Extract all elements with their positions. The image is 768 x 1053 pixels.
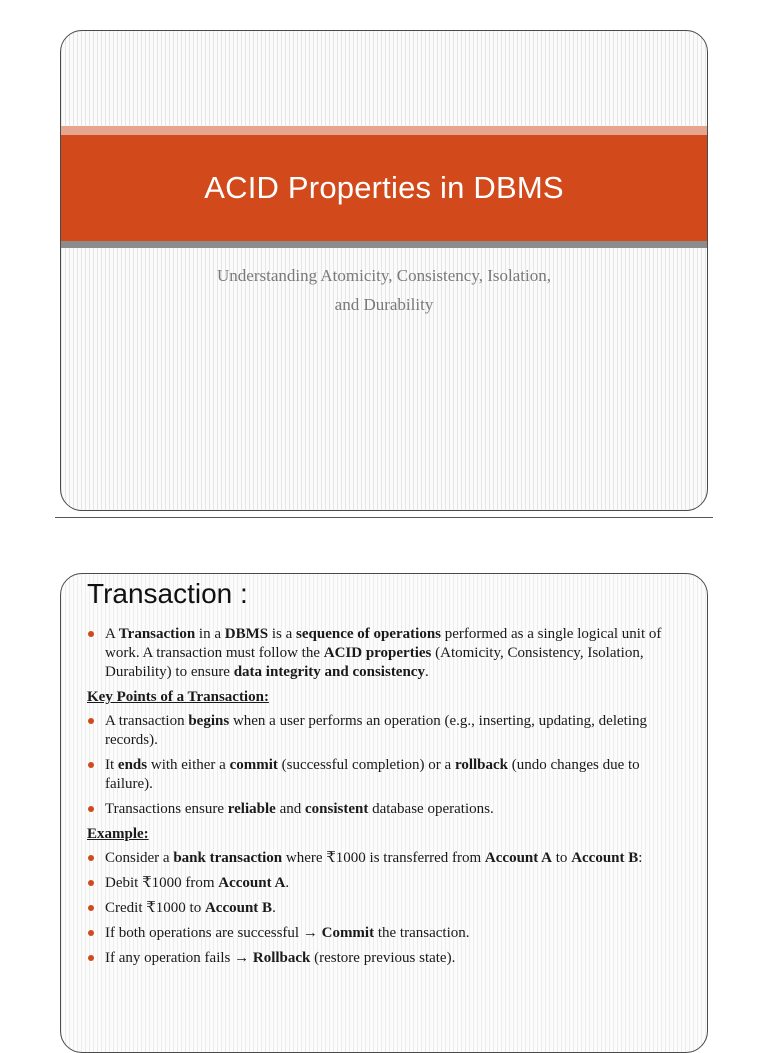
text: It <box>105 757 118 773</box>
text: database operations. <box>368 801 494 817</box>
subtitle-line-2: and Durability <box>334 295 434 314</box>
bold-text: reliable <box>227 801 276 817</box>
list-item <box>85 949 687 968</box>
text: (successful completion) or a <box>277 757 455 773</box>
text: in a <box>195 626 225 642</box>
bold-text: commit <box>229 757 278 773</box>
page-separator <box>55 517 713 518</box>
bold-text: Account A <box>484 850 553 866</box>
text: Consider a <box>105 850 174 866</box>
title-slide <box>60 30 708 511</box>
bold-text: begins <box>188 713 230 729</box>
bold-text: consistent <box>304 801 369 817</box>
text: performed as a single logical unit of work. A transaction must follow the <box>105 626 662 661</box>
bold-text: Account B <box>204 900 273 916</box>
text: where ₹1000 is transferred from <box>282 850 485 866</box>
text: (Atomicity, Consistency, Isolation, Durability) to ensure <box>105 645 644 680</box>
text: If any operation fails → <box>105 950 253 966</box>
list-item <box>85 924 687 943</box>
example-list <box>85 849 687 968</box>
transaction-slide-title: Transaction : <box>87 578 248 609</box>
bold-text: sequence of operations <box>296 626 442 642</box>
text: (undo changes due to failure). <box>105 757 640 792</box>
key-points-list <box>85 712 687 819</box>
title-band-top-accent <box>61 126 707 135</box>
list-item <box>85 899 687 918</box>
intro-bullet <box>85 625 687 682</box>
list-item <box>85 712 687 750</box>
text: when a user performs an operation (e.g., inserting, updating, deleting records). <box>105 713 647 748</box>
bold-text: Account A <box>218 875 286 891</box>
text: Debit ₹1000 from <box>105 875 219 891</box>
text: (restore previous state). <box>310 950 456 966</box>
text: A transaction <box>105 713 189 729</box>
bold-text: bank transaction <box>173 850 283 866</box>
bold-text: Transaction <box>118 626 196 642</box>
title-band-bottom-accent <box>61 241 707 248</box>
list-item <box>85 874 687 893</box>
bold-text: Rollback <box>252 950 311 966</box>
bold-text: DBMS <box>224 626 269 642</box>
key-points-heading: Key Points of a Transaction: <box>87 689 269 705</box>
bold-text: Account B <box>571 850 639 866</box>
transaction-slide <box>60 573 708 1053</box>
bold-text: ACID properties <box>323 645 432 661</box>
text: If both operations are successful → <box>105 925 322 941</box>
bold-text: ends <box>117 757 148 773</box>
text: . <box>272 900 276 916</box>
text: is a <box>268 626 297 642</box>
list-item <box>85 849 687 868</box>
bold-text: Commit <box>321 925 375 941</box>
text: . <box>424 664 429 680</box>
list-item <box>85 756 687 794</box>
text: . <box>285 875 290 891</box>
text: Transactions ensure <box>105 801 228 817</box>
list-item <box>85 800 687 819</box>
intro-list <box>85 625 687 682</box>
text: : <box>638 850 643 866</box>
text: to <box>552 850 572 866</box>
slide-title: ACID Properties in DBMS <box>204 170 564 205</box>
bold-text: rollback <box>454 757 509 773</box>
slide-content <box>85 625 687 974</box>
text: A <box>105 626 119 642</box>
slide-subtitle <box>101 261 667 319</box>
example-heading: Example: <box>87 826 149 842</box>
text: the transaction. <box>374 925 470 941</box>
text: Credit ₹1000 to <box>105 900 205 916</box>
text: and <box>275 801 305 817</box>
title-band <box>61 135 707 241</box>
subtitle-line-1: Understanding Atomicity, Consistency, Isolation, <box>217 266 551 285</box>
bold-text: data integrity and consistency <box>233 664 425 680</box>
text: with either a <box>147 757 230 773</box>
